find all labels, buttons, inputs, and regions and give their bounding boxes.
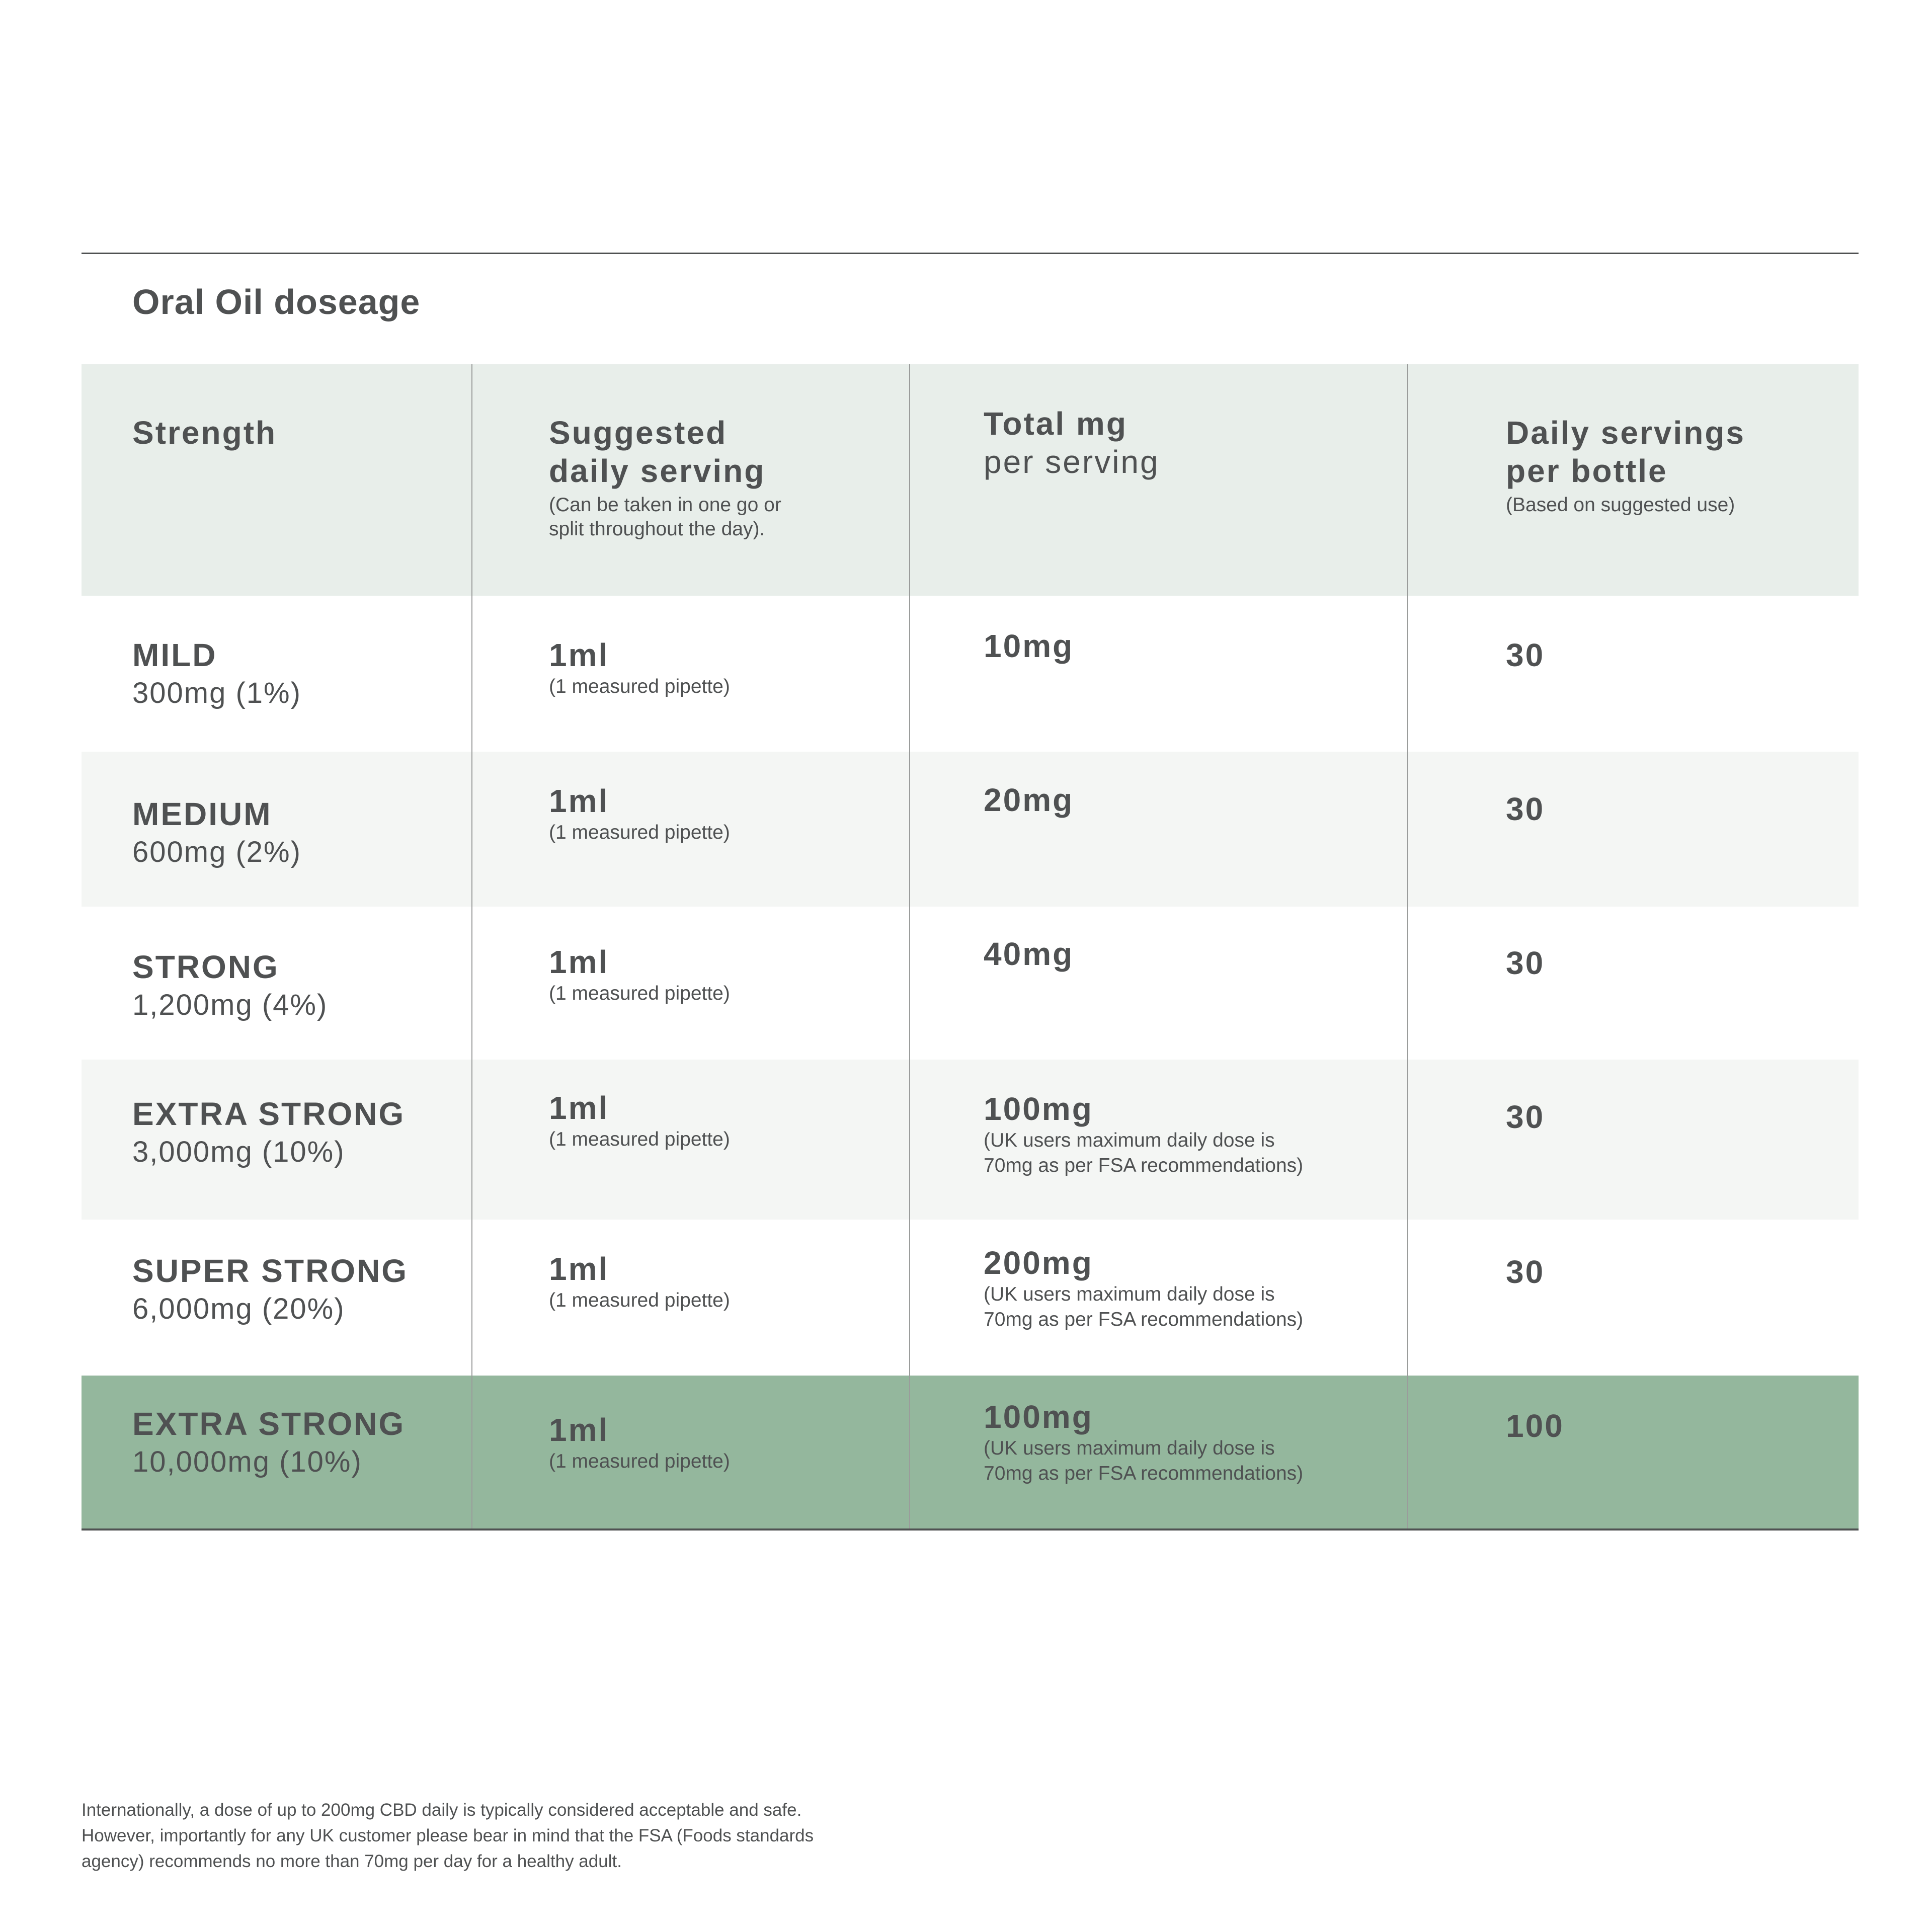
table-row-serving <box>549 782 730 845</box>
header-servings <box>1506 414 1745 517</box>
serving-value: 1ml <box>549 783 609 819</box>
total-value: 100mg <box>984 1091 1093 1127</box>
table-row-strength <box>132 636 301 712</box>
serving-note: (1 measured pipette) <box>549 983 730 1004</box>
servings-value: 30 <box>1506 945 1545 981</box>
footnote-line3: agency) recommends no more than 70mg per day for a healthy adult. <box>82 1852 622 1871</box>
header-servings-line1: Daily servings <box>1506 415 1745 451</box>
table-row-serving <box>549 636 730 699</box>
serving-value: 1ml <box>549 1412 609 1448</box>
header-strength <box>132 414 277 452</box>
footnote-line2: However, importantly for any UK customer please bear in mind that the FSA (Foods standards <box>82 1826 814 1845</box>
table-row-strength <box>132 1405 405 1481</box>
table-row-strength <box>132 795 301 871</box>
table-row-band <box>82 596 1859 752</box>
table-row-servings <box>1506 944 1545 982</box>
table-row-servings <box>1506 636 1545 674</box>
table-row-strength <box>132 1252 408 1328</box>
header-servings-note: (Based on suggested use) <box>1506 494 1735 516</box>
total-note-line1: (UK users maximum daily dose is <box>984 1130 1275 1151</box>
servings-value: 30 <box>1506 1099 1545 1135</box>
table-row-servings <box>1506 1407 1564 1445</box>
strength-name: EXTRA STRONG <box>132 1406 406 1442</box>
serving-value: 1ml <box>549 1090 609 1126</box>
total-value: 100mg <box>984 1399 1093 1435</box>
table-row-total <box>984 781 1074 819</box>
strength-amount: 1,200mg (4%) <box>132 989 328 1021</box>
table-row-band <box>82 907 1859 1060</box>
servings-value: 30 <box>1506 791 1545 827</box>
table-row-total <box>984 1090 1303 1178</box>
header-total <box>984 405 1160 481</box>
header-serving-note-line1: (Can be taken in one go or <box>549 494 781 516</box>
column-divider <box>471 364 472 1530</box>
total-value: 40mg <box>984 936 1074 972</box>
footnote <box>82 1797 814 1874</box>
header-serving-line1: Suggested <box>549 415 728 451</box>
strength-amount: 600mg (2%) <box>132 836 301 868</box>
servings-value: 30 <box>1506 1254 1545 1290</box>
total-value: 20mg <box>984 782 1074 818</box>
serving-note: (1 measured pipette) <box>549 1451 730 1472</box>
strength-name: STRONG <box>132 949 279 985</box>
header-strength-label: Strength <box>132 415 277 451</box>
table-row-servings <box>1506 1253 1545 1291</box>
table-row-serving <box>549 943 730 1006</box>
header-serving-note-line2: split throughout the day). <box>549 518 765 540</box>
strength-amount: 300mg (1%) <box>132 677 301 709</box>
serving-value: 1ml <box>549 1251 609 1287</box>
servings-value: 100 <box>1506 1408 1564 1444</box>
top-rule <box>82 253 1859 254</box>
table-row-total <box>984 1244 1303 1332</box>
strength-amount: 3,000mg (10%) <box>132 1136 345 1168</box>
table-row-band <box>82 752 1859 907</box>
header-servings-line2: per bottle <box>1506 453 1668 489</box>
total-note-line1: (UK users maximum daily dose is <box>984 1437 1275 1459</box>
bottom-rule <box>82 1528 1859 1531</box>
strength-amount: 6,000mg (20%) <box>132 1293 345 1325</box>
servings-value: 30 <box>1506 637 1545 673</box>
table-row-strength <box>132 948 328 1024</box>
dosage-table <box>82 364 1859 1530</box>
header-total-line2: per serving <box>984 444 1160 480</box>
table-row-total <box>984 627 1074 665</box>
total-note-line1: (UK users maximum daily dose is <box>984 1283 1275 1305</box>
serving-note: (1 measured pipette) <box>549 1129 730 1150</box>
table-row-total <box>984 935 1074 973</box>
table-row-strength <box>132 1095 405 1171</box>
column-divider <box>1407 364 1408 1530</box>
header-serving-line2: daily serving <box>549 453 766 489</box>
strength-name: EXTRA STRONG <box>132 1096 406 1132</box>
header-total-line1: Total mg <box>984 406 1128 442</box>
total-note-line2: 70mg as per FSA recommendations) <box>984 1309 1304 1330</box>
total-value: 200mg <box>984 1245 1093 1281</box>
serving-note: (1 measured pipette) <box>549 676 730 697</box>
total-note-line2: 70mg as per FSA recommendations) <box>984 1463 1304 1484</box>
table-row-serving <box>549 1411 730 1474</box>
table-row-serving <box>549 1089 730 1152</box>
strength-name: SUPER STRONG <box>132 1253 409 1289</box>
footnote-line1: Internationally, a dose of up to 200mg CBD daily is typically considered acceptable and safe. <box>82 1800 802 1820</box>
total-note-line2: 70mg as per FSA recommendations) <box>984 1155 1304 1176</box>
table-row-serving <box>549 1250 730 1313</box>
serving-note: (1 measured pipette) <box>549 822 730 843</box>
header-serving <box>549 414 781 541</box>
table-row-total <box>984 1398 1303 1486</box>
total-value: 10mg <box>984 628 1074 664</box>
serving-value: 1ml <box>549 637 609 673</box>
strength-name: MILD <box>132 637 217 673</box>
table-row-servings <box>1506 790 1545 828</box>
table-row-servings <box>1506 1098 1545 1136</box>
serving-value: 1ml <box>549 944 609 980</box>
strength-name: MEDIUM <box>132 796 272 832</box>
serving-note: (1 measured pipette) <box>549 1290 730 1311</box>
column-divider <box>909 364 910 1530</box>
strength-amount: 10,000mg (10%) <box>132 1445 362 1478</box>
page-title: Oral Oil doseage <box>132 282 421 321</box>
